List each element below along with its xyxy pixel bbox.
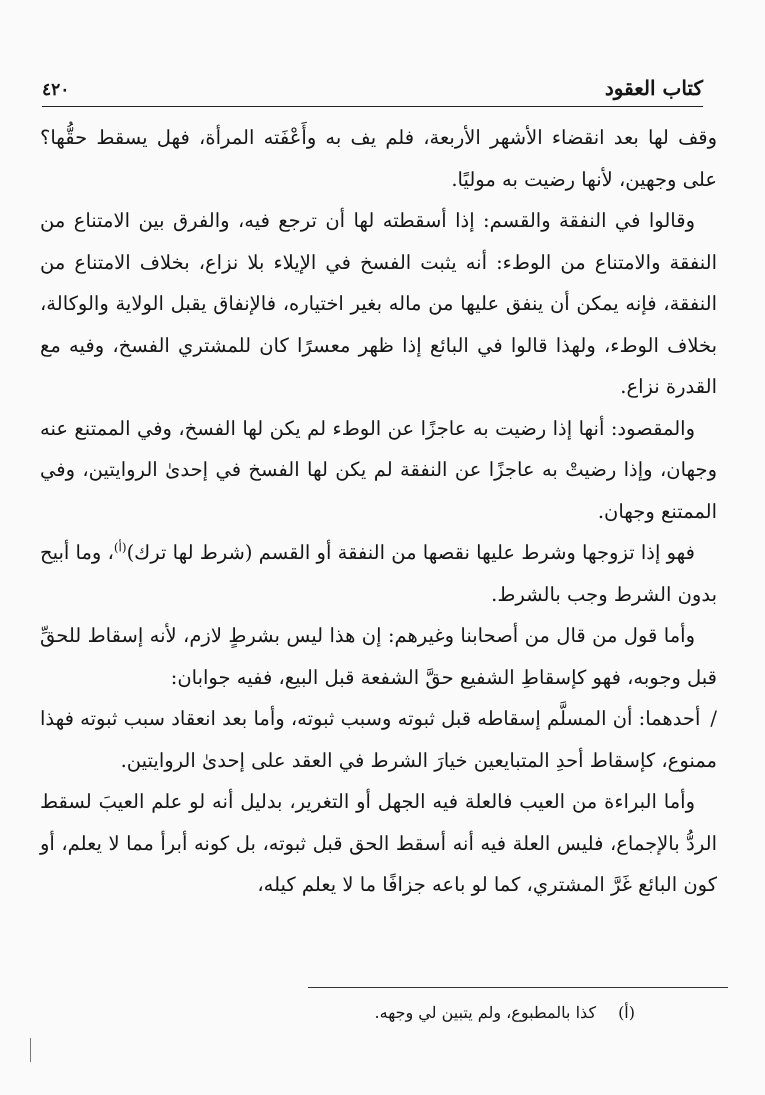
footnote-marker: (أ) <box>618 1003 635 1022</box>
paragraph-5: وأما قول من قال من أصحابنا وغيرهم: إن هذا ليس بشرطٍ لازم، لأنه إسقاط للحقِّ قبل وجوبه، فهو كإسقاطِ الشفيع حقَّ الشفعة قبل البيع، ففيه جوابان: <box>40 624 717 689</box>
footnote-reference: (أ) <box>113 540 127 555</box>
paragraph-3: والمقصود: أنها إذا رضيت به عاجزًا عن الوطء لم يكن لها الفسخ، وفي الممتنع عنه وجهان، وإذا رضيتْ به عاجزًا عن النفقة لم يكن لها الفسخ في إحدىٰ الروايتين، وفي الممتنع وجهان. <box>40 416 717 523</box>
paragraph-2: وقالوا في النفقة والقسم: إذا أسقطته لها أن ترجع فيه، والفرق بين الامتناع من النفقة والامتناع من الوطء: أنه يثبت الفسخ في الإيلاء بلا نزاع، بخلاف الامتناع من النفقة، فإنه يمكن أن ينفق عليها من ماله بغير اختياره، فالإنفاق يقبل الولاية والوكالة، بخلاف الوطء، ولهذا قالوا في البائع إذا ظهر معسرًا كان للمشتري الفسخ، وفيه مع القدرة نزاع. <box>40 209 717 398</box>
page-header <box>42 76 703 107</box>
margin-slash-mark: / <box>710 707 717 730</box>
paragraph-1: وقف لها بعد انقضاء الأشهر الأربعة، فلم يف به وأَعْفَته المرأة، فهل يسقط حقُّها؟ على وجهين، لأنها رضيت به موليًا. <box>40 126 717 191</box>
paragraph-7: وأما البراءة من العيب فالعلة فيه الجهل أو التغرير، بدليل أنه لو علم العيبَ لسقط الردُّ بالإجماع، فليس العلة فيه أنه أسقط الحق قبل ثبوته، بل كونه أبرأ مما لا يعلم، أو كون البائع غَرَّ المشتري، كما لو باعه جزافًا ما لا يعلم كيله، <box>40 790 717 896</box>
paragraph-6-text: أحدهما: أن المسلَّم إسقاطه قبل ثبوته وسبب ثبوته، وأما بعد انعقاد سبب ثبوته فهذا ممنوع، كإسقاط أحدِ المتبايعين خيارَ الشرط في العقد على إحدىٰ الروايتين. <box>40 707 717 772</box>
paragraph-4-text: فهو إذا تزوجها وشرط عليها نقصها من النفقة أو القسم (شرط لها ترك) <box>126 541 695 564</box>
paragraph-4-text-end: ، وما أبيح بدون الشرط وجب بالشرط. <box>40 541 717 606</box>
footnote-separator <box>308 987 728 988</box>
paragraph-6 <box>40 698 717 781</box>
running-title: كتاب العقود <box>604 76 703 100</box>
body-text <box>40 117 717 906</box>
footnote-text: كذا بالمطبوع، ولم يتبين لي وجهه. <box>374 1003 597 1022</box>
footnote <box>375 1003 635 1022</box>
page-number: ٤٢٠ <box>42 80 70 100</box>
paragraph-4 <box>40 532 717 615</box>
margin-tick-mark <box>30 1038 31 1062</box>
